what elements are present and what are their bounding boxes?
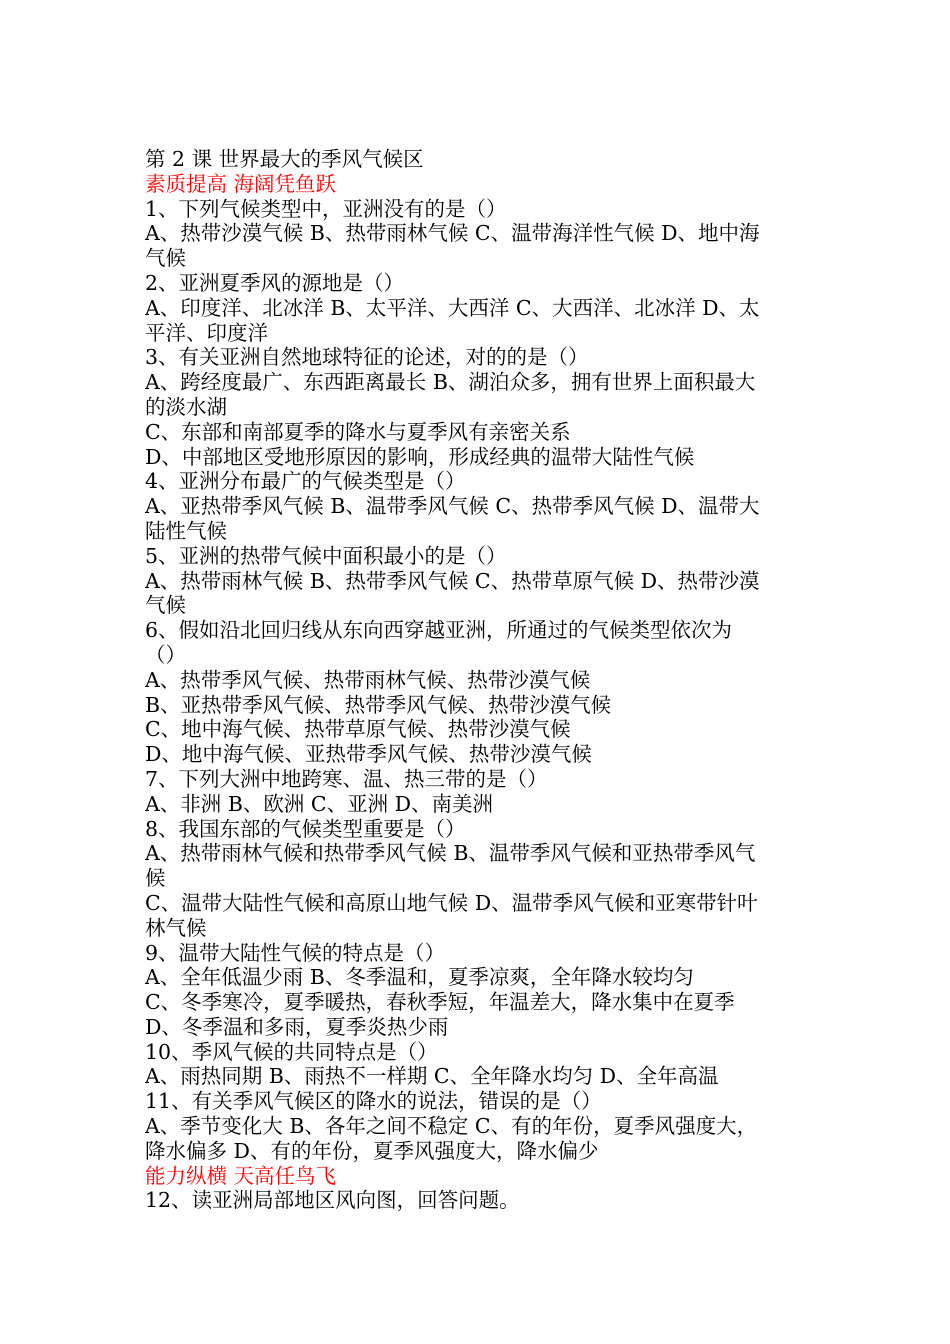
text-line: （） <box>145 642 186 667</box>
section-heading: 素质提高 海阔凭鱼跃 <box>145 171 337 196</box>
text-line: 1、下列气候类型中，亚洲没有的是（） <box>145 196 507 221</box>
text-line: 候 <box>145 866 166 891</box>
text-line: A、雨热同期 B、雨热不一样期 C、全年降水均匀 D、全年高温 <box>145 1064 719 1089</box>
text-line: B、亚热带季风气候、热带季风气候、热带沙漠气候 <box>145 692 612 717</box>
text-line: 气候 <box>145 593 186 618</box>
text-line: 11、有关季风气候区的降水的说法，错误的是（） <box>145 1089 602 1114</box>
text-line: 5、亚洲的热带气候中面积最小的是（） <box>145 543 507 568</box>
text-line: A、热带季风气候、热带雨林气候、热带沙漠气候 <box>145 667 591 692</box>
text-line: C、温带大陆性气候和高原山地气候 D、温带季风气候和亚寒带针叶 <box>145 890 758 915</box>
text-line: A、热带雨林气候 B、热带季风气候 C、热带草原气候 D、热带沙漠 <box>145 568 760 593</box>
text-line: A、非洲 B、欧洲 C、亚洲 D、南美洲 <box>145 791 494 816</box>
text-line: 的淡水湖 <box>145 394 227 419</box>
text-line: 4、亚洲分布最广的气候类型是（） <box>145 469 466 494</box>
text-line: 8、我国东部的气候类型重要是（） <box>145 816 466 841</box>
text-line: A、印度洋、北冰洋 B、太平洋、大西洋 C、大西洋、北冰洋 D、太 <box>145 295 760 320</box>
text-line: 气候 <box>145 246 186 271</box>
text-line: C、地中海气候、热带草原气候、热带沙漠气候 <box>145 717 571 742</box>
text-line: 陆性气候 <box>145 518 227 543</box>
text-line: C、东部和南部夏季的降水与夏季风有亲密关系 <box>145 419 571 444</box>
text-line: 降水偏多 D、有的年份，夏季风强度大，降水偏少 <box>145 1138 599 1163</box>
text-line: 12、读亚洲局部地区风向图，回答问题。 <box>145 1188 520 1213</box>
text-line: 6、假如沿北回归线从东向西穿越亚洲，所通过的气候类型依次为 <box>145 618 733 643</box>
text-line: 7、下列大洲中地跨寒、温、热三带的是（） <box>145 766 548 791</box>
text-line: 2、亚洲夏季风的源地是（） <box>145 270 405 295</box>
text-line: 林气候 <box>145 915 207 940</box>
text-line: 3、有关亚洲自然地球特征的论述，对的的是（） <box>145 345 589 370</box>
text-line: 第 2 课 世界最大的季风气候区 <box>145 147 424 171</box>
text-line: A、热带雨林气候和热带季风气候 B、温带季风气候和亚热带季风气 <box>145 841 756 866</box>
text-line: D、冬季温和多雨，夏季炎热少雨 <box>145 1014 449 1039</box>
text-line: A、季节变化大 B、各年之间不稳定 C、有的年份，夏季风强度大， <box>145 1114 758 1139</box>
text-line: D、地中海气候、亚热带季风气候、热带沙漠气候 <box>145 742 592 767</box>
text-line: 10、季风气候的共同特点是（） <box>145 1039 438 1064</box>
text-line: A、亚热带季风气候 B、温带季风气候 C、热带季风气候 D、温带大 <box>145 494 760 519</box>
text-line: 平洋、印度洋 <box>145 320 268 345</box>
text-line: D、中部地区受地形原因的影响，形成经典的温带大陆性气候 <box>145 444 695 469</box>
text-line: 9、温带大陆性气候的特点是（） <box>145 940 446 965</box>
text-line: A、跨经度最广、东西距离最长 B、湖泊众多，拥有世界上面积最大 <box>145 370 756 395</box>
text-line: C、冬季寒冷，夏季暖热，春秋季短，年温差大，降水集中在夏季 <box>145 990 735 1015</box>
text-line: A、全年低温少雨 B、冬季温和，夏季凉爽，全年降水较均匀 <box>145 965 694 990</box>
text-line: A、热带沙漠气候 B、热带雨林气候 C、温带海洋性气候 D、地中海 <box>145 221 760 246</box>
section-heading: 能力纵横 天高任鸟飞 <box>145 1163 337 1188</box>
document-body <box>145 147 810 1213</box>
